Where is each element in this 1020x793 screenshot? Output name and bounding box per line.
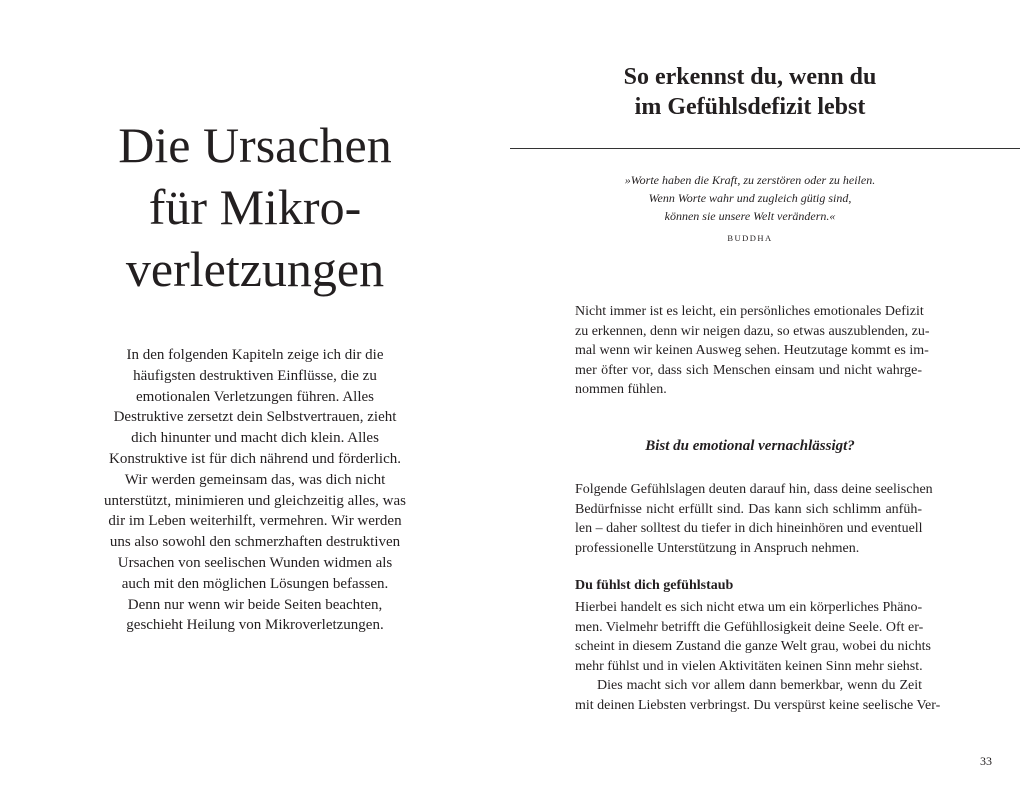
quote-author: BUDDHA xyxy=(727,233,773,243)
text-line: dich hinunter und macht dich klein. Alles xyxy=(131,430,379,447)
text-line: Nicht immer ist es leicht, ein persönliches emotionales Defizit xyxy=(575,304,924,319)
paragraph-3 xyxy=(575,598,941,716)
text-line: scheint in diesem Zustand die ganze Welt grau, wobei du nichts xyxy=(575,639,931,655)
text-line: emotionalen Verletzungen führen. Alles xyxy=(136,388,374,405)
text-line: geschieht Heilung von Mikroverletzungen. xyxy=(126,617,384,634)
text-line: auch mit den möglichen Lösungen befassen. xyxy=(121,575,389,592)
text-line: Wir werden gemeinsam das, was dich nicht xyxy=(124,471,386,488)
text-line: mer öfter vor, dass sich Menschen einsam und nicht wahrge- xyxy=(575,362,922,378)
text-line: Folgende Gefühlslagen deuten darauf hin, dass deine seelischen xyxy=(575,482,933,497)
heading-line: im Gefühlsdefizit lebst xyxy=(634,94,866,120)
divider xyxy=(510,148,1020,149)
heading-line: So erkennst du, wenn du xyxy=(623,64,877,90)
chapter-intro xyxy=(90,345,420,636)
text-line: mit deinen Liebsten verbringst. Du verspürst keine seelische Ver- xyxy=(575,697,941,713)
epigraph xyxy=(560,171,940,225)
text-line: unterstützt, minimieren und gleichzeitig alles, was xyxy=(104,492,406,509)
text-line: Dies macht sich vor allem dann bemerkbar, wenn du Zeit xyxy=(597,678,922,694)
paragraph-2 xyxy=(575,480,933,558)
title-line: verletzungen xyxy=(125,241,385,297)
quote-line: »Worte haben die Kraft, zu zerstören oder zu heilen. xyxy=(624,173,876,187)
text-line: mal wenn wir keinen Ausweg sehen. Heutzutage kommt es im- xyxy=(575,343,929,359)
title-line: für Mikro- xyxy=(148,179,362,235)
paragraph-1 xyxy=(575,302,930,400)
text-line: Hierbei handelt es sich nicht etwa um ein körperliches Phäno- xyxy=(575,600,923,615)
text-line: professionelle Unterstützung in Anspruch nehmen. xyxy=(575,540,860,556)
quote-line: Wenn Worte wahr und zugleich gütig sind, xyxy=(648,191,852,205)
page-number: 33 xyxy=(980,754,992,768)
text-line: In den folgenden Kapiteln zeige ich dir die xyxy=(126,347,384,363)
text-line: häufigsten destruktiven Einflüsse, die zu xyxy=(133,367,377,384)
text-line: Bedürfnisse nicht erfüllt sind. Das kann sich schlimm anfüh- xyxy=(575,501,922,517)
bold-heading: Du fühlst dich gefühlstaub xyxy=(575,578,734,593)
text-line: uns also sowohl den schmerzhaften destruktiven xyxy=(109,534,401,551)
section-heading xyxy=(560,62,940,122)
text-line: Ursachen von seelischen Wunden widmen als xyxy=(117,554,393,571)
text-line: mehr fühlst und in vielen Aktivitäten keinen Sinn mehr siehst. xyxy=(575,658,923,674)
subheading: Bist du emotional vernachlässigt? xyxy=(645,438,855,454)
text-line: men. Vielmehr betrifft die Gefühllosigkeit deine Seele. Oft er- xyxy=(575,619,924,635)
text-line: zu erkennen, denn wir neigen dazu, so etwas auszublenden, zu- xyxy=(575,323,930,339)
text-line: nommen fühlen. xyxy=(575,382,667,398)
chapter-title xyxy=(60,114,450,300)
title-line: Die Ursachen xyxy=(118,117,392,173)
text-line: Konstruktive ist für dich nährend und förderlich. xyxy=(108,450,401,467)
text-line: len – daher solltest du tiefer in dich hineinhören und eventuell xyxy=(575,521,923,537)
text-line: Denn nur wenn wir beide Seiten beachten, xyxy=(127,596,383,613)
text-line: dir im Leben weiterhilft, vermehren. Wir werden xyxy=(108,513,402,530)
text-line: Destruktive zersetzt dein Selbstvertrauen, zieht xyxy=(113,409,397,426)
quote-line: können sie unsere Welt verändern.« xyxy=(664,209,836,223)
